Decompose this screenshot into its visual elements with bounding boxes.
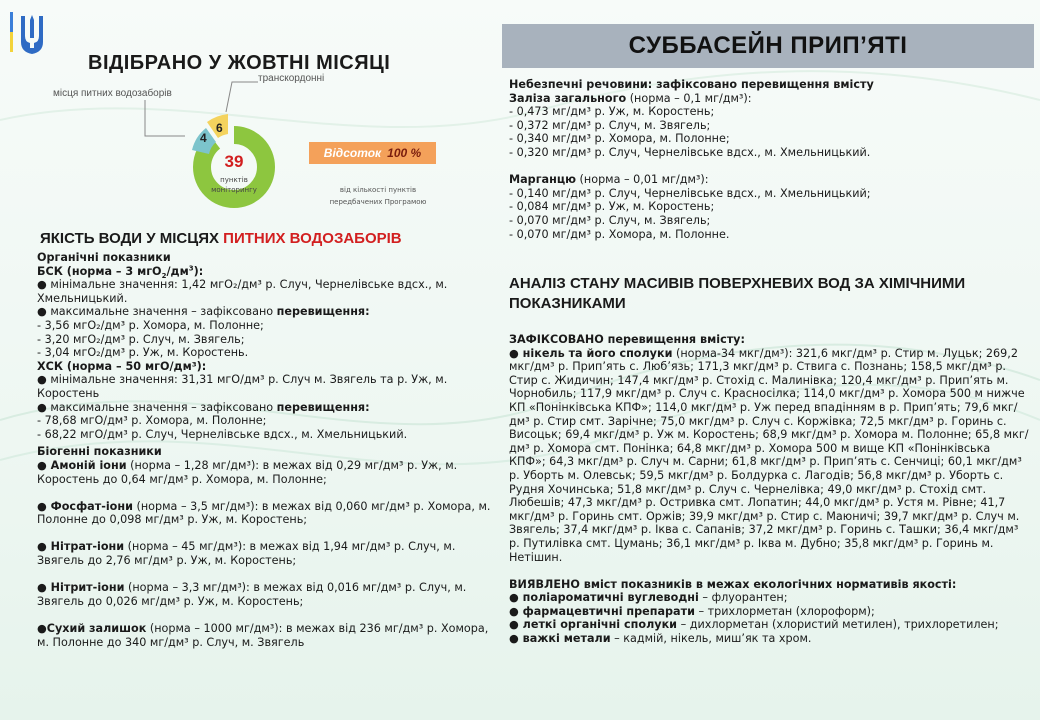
iron-item: - 0,340 мг/дм³ р. Хомора, м. Полонне; bbox=[509, 132, 730, 146]
analysis-block bbox=[509, 333, 1029, 646]
percent-note bbox=[318, 184, 438, 208]
bio-item-text: (норма – 45 мг/дм³): в межах від 1,94 мг/дм³ р. Случ, м. Звягель до 2,76 мг/дм³ р. Уж, м. Коростень; bbox=[37, 540, 456, 568]
mn-item: - 0,140 мг/дм³ р. Случ, Чернелівське вдсх., м. Хмельницький; bbox=[509, 186, 871, 200]
bsk-max-bold: перевищення: bbox=[276, 305, 370, 319]
donut-center bbox=[204, 152, 264, 195]
analysis-heading: АНАЛІЗ СТАНУ МАСИВІВ ПОВЕРХНЕВИХ ВОД ЗА ХІМІЧНИМИ ПОКАЗНИКАМИ bbox=[509, 275, 966, 312]
iron-item: - 0,372 мг/дм³ р. Случ, м. Звягель; bbox=[509, 118, 711, 132]
bio-item-name: ● Нітрит-іони bbox=[37, 581, 125, 595]
found-item-text: – флуорантен; bbox=[698, 591, 788, 605]
label-drink-intakes: місця питних водозаборів bbox=[53, 88, 172, 99]
xsk-head: ХСК (норма – 50 мгО/дм³): bbox=[37, 359, 207, 373]
found-item-name: ● леткі органічні сполуки bbox=[509, 618, 678, 632]
percent-note-1: від кількості пунктів bbox=[339, 186, 417, 194]
bsk-head: БСК (норма – 3 мгО bbox=[37, 264, 162, 278]
mn-head: Марганцю bbox=[509, 173, 576, 187]
bsk-head-end: /дм bbox=[166, 264, 189, 278]
donut-total: 39 bbox=[224, 152, 244, 171]
bsk-head-close: ): bbox=[193, 264, 204, 278]
xsk-max-intro: ● максимальне значення – зафіксовано bbox=[37, 400, 277, 414]
mn-norm: (норма – 0,01 мг/дм³): bbox=[575, 173, 709, 187]
percent-box bbox=[309, 142, 436, 164]
found-item-name: ● важкі метали bbox=[509, 632, 611, 646]
mn-item: - 0,070 мг/дм³ р. Хомора, м. Полонне. bbox=[509, 227, 730, 241]
donut-drink-label: 4 bbox=[200, 131, 207, 145]
quality-heading-black: ЯКІСТЬ ВОДИ У МІСЦЯХ bbox=[40, 230, 224, 247]
left-body bbox=[37, 251, 497, 649]
found-item-text: – трихлорметан (хлороформ); bbox=[694, 604, 875, 618]
bio-head: Біогенні показники bbox=[37, 445, 162, 459]
fixed-head: ЗАФІКСОВАНО перевищення вмісту: bbox=[509, 333, 745, 346]
nickel-name: ● нікель та його сполуки bbox=[509, 346, 673, 360]
bsk-max-intro: ● максимальне значення – зафіксовано bbox=[37, 305, 277, 319]
donut-trans-label: 6 bbox=[216, 121, 223, 135]
bio-item-name: ● Фосфат-іони bbox=[37, 499, 133, 513]
quality-heading bbox=[40, 230, 402, 247]
bsk-item: - 3,56 мгО₂/дм³ р. Хомора, м. Полонне; bbox=[37, 318, 264, 332]
bio-item-name: ●Сухий залишок bbox=[37, 622, 147, 636]
bio-item-text: (норма – 1000 мг/дм³): в межах від 236 мг/дм³ р. Хомора, м. Полонне до 340 мг/дм³ р. Случ, м. Звягель bbox=[37, 622, 489, 649]
iron-item: - 0,473 мг/дм³ р. Уж, м. Коростень; bbox=[509, 105, 715, 119]
subbasin-banner bbox=[502, 24, 1034, 68]
iron-head: Заліза загального bbox=[509, 91, 627, 105]
found-head: ВИЯВЛЕНО вміст показників в межах екологічних нормативів якості: bbox=[509, 577, 957, 591]
bio-item-text: (норма – 1,28 мг/дм³): в межах від 0,29 мг/дм³ р. Уж, м. Коростень до 0,64 мг/дм³ р. Хомора, м. Полонне; bbox=[37, 458, 458, 486]
subbasin-title: СУББАСЕЙН ПРИП’ЯТІ bbox=[628, 32, 908, 59]
found-item-name: ● фармацевтичні препарати bbox=[509, 604, 695, 618]
coat-of-arms-icon bbox=[18, 12, 46, 56]
bsk-head-sup: 3 bbox=[188, 263, 194, 272]
bsk-min: ● мінімальне значення: 1,42 мгО₂/дм³ р. Случ, Чернелівське вдсх., м. Хмельницький. bbox=[37, 278, 448, 305]
label-transboundary: транскордонні bbox=[258, 73, 325, 84]
percent-note-2: передбачених Програмою bbox=[329, 198, 427, 206]
quality-heading-red: ПИТНИХ ВОДОЗАБОРІВ bbox=[223, 230, 402, 247]
mn-item: - 0,070 мг/дм³ р. Случ, м. Звягель; bbox=[509, 213, 711, 227]
bsk-item: - 3,04 мгО₂/дм³ р. Уж, м. Коростень. bbox=[37, 346, 249, 360]
donut-sub-1: пунктів bbox=[220, 176, 248, 184]
bio-item-text: (норма – 3,3 мг/дм³): в межах від 0,016 мг/дм³ р. Случ, м. Звягель до 0,026 мг/дм³ р. Уж, м. Коростень; bbox=[37, 581, 467, 608]
hazard-block bbox=[509, 78, 1029, 241]
xsk-min: ● мінімальне значення: 31,31 мгО/дм³ р. Случ м. Звягель та р. Уж, м. Коростень bbox=[37, 373, 448, 400]
mn-item: - 0,084 мг/дм³ р. Уж, м. Коростень; bbox=[509, 200, 715, 214]
bio-item-name: ● Нітрат-іони bbox=[37, 540, 125, 554]
xsk-item: - 68,22 мгО/дм³ р. Случ, Чернелівське вдсх., м. Хмельницький. bbox=[37, 427, 408, 441]
iron-norm: (норма – 0,1 мг/дм³): bbox=[626, 91, 752, 105]
organic-head: Органічні показники bbox=[37, 251, 171, 264]
left-title: ВІДІБРАНО У ЖОВТНІ МІСЯЦІ bbox=[88, 52, 391, 74]
found-item-text: – кадмій, нікель, миш’як та хром. bbox=[610, 632, 812, 646]
percent-value: 100 % bbox=[387, 146, 422, 160]
nickel-text: (норма-34 мкг/дм³): 321,6 мкг/дм³ р. Стир м. Луцьк; 269,2 мкг/дм³ р. Прип’ять с. Любʼязь; 171,3 мкг/дм³ р. Ствига с. Познань; 158,5 мкг/дм³ р. Стир с. Жидичин; 147,4 мкг/дм³ р. Стохід с. Малинівка; 120,4 мкг/дм³ р. Прип’ять м. Чорнобиль; 117,9 мкг/дм³ р. Случ с. Красносілка; 114,0 мкг/дм³ р. Хомора 500 м нижче КП «Понінківська КПФ»; 114,0 мкг/дм³ р. Уж перед впадінням в р. Прип’ять; 79,6 мкг/дм³ р. Стир смт. Зарічне; 75,0 мкг/дм³ р. Случ с. Коржівка; 72,5 мкг/дм³ р. Горинь с. Висоцьк; 69,4 мкг/дм³ р. Уж м. Коростень; 68,9 мкг/дм³ р. Хомора м. Полонне; 65,8 мкг/дм³ р. Хомора смт. Понінка; 64,8 мкг/дм³ р. Хомора 500 м вище КП «Понінківська КПФ»; 64,3 мкг/дм³ р. Случ м. Сарни; 61,8 мкг/дм³ р. Прип’ять с. Сенчиці; 60,1 мкг/дм³ р. Уборть м. Олевськ; 59,5 мкг/дм³ р. Болдурка с. Лагодів; 56,8 мкг/дм³ р. Уборть с. Рудня Хочинська; 51,8 мкг/дм³ р. Случ с. Чернелівка; 49,0 мкг/дм³ р. Стохід смт. Любешів; 47,3 мкг/дм³ р. Остривка смт. Лопатин; 44,0 мкг/дм³ р. Устя м. Рівне; 41,7 мкг/дм³ р. Горинь смт. Оржів; 39,9 мкг/дм³ р. Стир с. Маюничі; 39,7 мкг/дм³ р. Случ м. Звягель; 37,4 мкг/дм³ р. Іква с. Сапанів; 37,2 мкг/дм³ р. Горинь с. Ташки; 36,4 мкг/дм³ р. Путилівка смт. Цумань; 36,1 мкг/дм³ р. Іква м. Дубно; 35,8 мкг/дм³ р. Горинь м. Нетішин. bbox=[509, 346, 1029, 564]
xsk-item: - 78,68 мгО/дм³ р. Хомора, м. Полонне; bbox=[37, 414, 267, 428]
bio-item-name: ● Амоній іони bbox=[37, 458, 127, 472]
xsk-max-bold: перевищення: bbox=[276, 400, 370, 414]
found-item-text: – дихлорметан (хлористий метилен), трихлоретилен; bbox=[677, 618, 999, 632]
hazard-head: Небезпечні речовини: зафіксовано перевищення вмісту bbox=[509, 78, 874, 91]
iron-item: - 0,320 мг/дм³ р. Случ, Чернелівське вдсх., м. Хмельницький. bbox=[509, 145, 871, 159]
bsk-item: - 3,20 мгО₂/дм³ р. Случ, м. Звягель; bbox=[37, 332, 245, 346]
flag-bar bbox=[10, 12, 13, 52]
bio-item-text: (норма – 3,5 мг/дм³): в межах від 0,060 мг/дм³ р. Хомора, м. Полонне до 0,098 мг/дм³ р. Уж, м. Коростень; bbox=[37, 499, 491, 527]
found-item-name: ● поліароматичні вуглеводні bbox=[509, 591, 699, 605]
bsk-head-sub: 2 bbox=[161, 271, 167, 280]
percent-label: Відсоток bbox=[323, 146, 382, 160]
donut-sub-2: моніторингу bbox=[211, 186, 257, 194]
